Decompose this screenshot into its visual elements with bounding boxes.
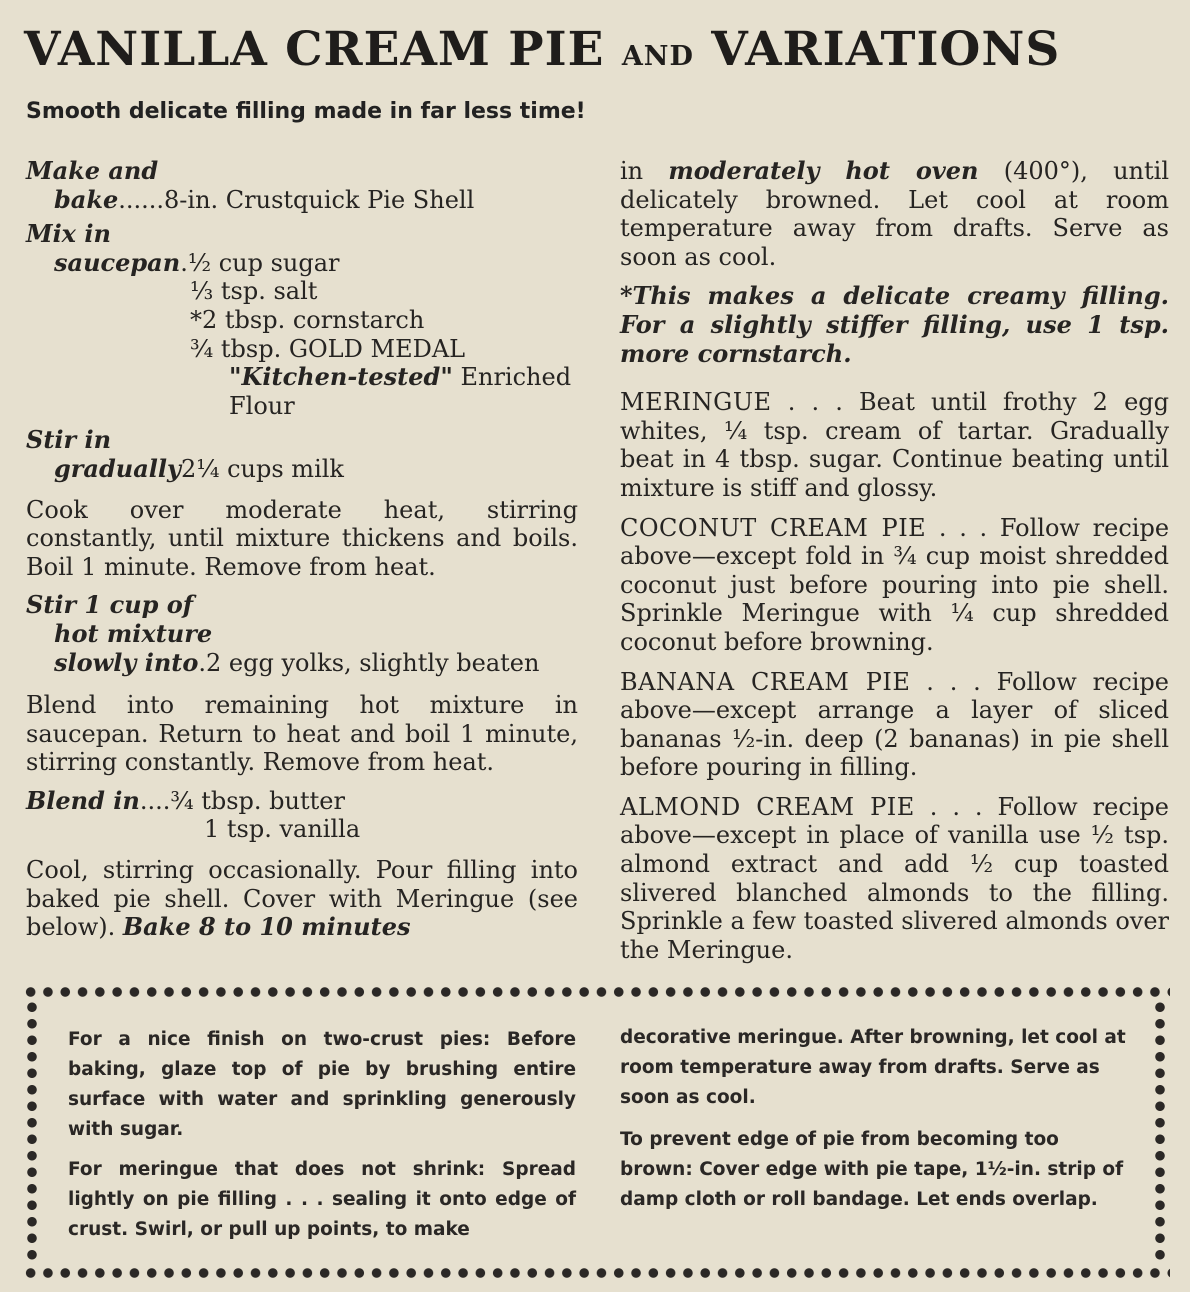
recipe-left-column	[26, 157, 578, 952]
step-label: Stir in	[26, 425, 112, 455]
variation-heading: ALMOND CREAM PIE	[620, 792, 915, 821]
recipe-right-column	[620, 157, 1169, 975]
variation-text: Follow recipe above—except fold in ¾ cup moist shredded coconut just before pouring into pie shell. Sprinkle Meringue with ¼ cup shredded coconut before browning.	[620, 513, 1170, 656]
cook-paragraph: Cook over moderate heat, stirring constantly, until mixture thickens and boils. Boil 1 minute. Remove from heat.	[26, 495, 578, 581]
dotted-border-top	[22, 985, 1170, 999]
cool-paragraph	[26, 856, 578, 942]
leader-dots: .	[180, 248, 188, 277]
variation-sep: . . .	[910, 667, 997, 696]
variation-meringue	[620, 388, 1169, 502]
variation-sep: . . .	[926, 513, 1000, 542]
ingredient: ½ cup sugar	[187, 248, 340, 277]
title-variations: VARIATIONS	[711, 22, 1061, 77]
variation-text: Follow recipe above—except arrange a layer of sliced bananas ½-in. deep (2 bananas) in pie shell before pouring in filling.	[620, 667, 1170, 782]
tips-left-column	[68, 1025, 576, 1255]
variation-sep: . . .	[914, 792, 998, 821]
dotted-border-left	[25, 999, 39, 1266]
step-mix-in	[26, 220, 578, 420]
ingredient: *2 tbsp. cornstarch	[190, 305, 425, 334]
variation-text: Follow recipe above—except in place of vanilla use ½ tsp. almond extract and add ½ cup toasted slivered blanched almonds to the filling. Sprinkle a few toasted slivered almonds over the Meringue.	[620, 792, 1170, 964]
variation-sep: . . .	[771, 388, 860, 417]
tip-text: Cover edge with pie tape, 1½-in. strip of damp cloth or roll bandage. Let ends overlap.	[620, 1159, 1124, 1210]
step-label: saucepan	[54, 247, 181, 277]
ingredient: 1 tsp. vanilla	[204, 815, 361, 844]
step-label: slowly into	[54, 647, 199, 677]
step-label: bake	[54, 184, 119, 214]
variation-heading: COCONUT CREAM PIE	[620, 513, 927, 542]
variation-banana	[620, 668, 1169, 782]
step-item: 2¼ cups milk	[180, 454, 344, 483]
blend-paragraph: Blend into remaining hot mixture in saucepan. Return to heat and boil 1 minute, stirring constantly. Remove from heat.	[26, 691, 578, 777]
oven-temp-label: moderately hot oven	[668, 156, 979, 185]
step-item: 2 egg yolks, slightly beaten	[206, 648, 540, 677]
ingredient: Flour	[229, 391, 295, 420]
cornstarch-note: *This makes a delicate creamy filling. For a slightly stiffer filling, use 1 tsp. more cornstarch.	[620, 281, 1169, 368]
ingredient-italic: "Kitchen-tested"	[229, 362, 453, 392]
tip-edge	[620, 1125, 1130, 1215]
tip-two-crust	[68, 1025, 576, 1145]
bake-time: Bake 8 to 10 minutes	[122, 912, 411, 942]
ingredient: ¾ tbsp. butter	[170, 786, 345, 815]
cool-text: Cool, stirring occasionally. Pour filling into baked pie shell. Cover with Meringue (see below).	[26, 856, 578, 942]
ingredient: ¾ tbsp. GOLD MEDAL	[190, 334, 466, 363]
tip-lead: For meringue that does not shrink:	[68, 1159, 486, 1180]
variation-heading: MERINGUE	[620, 388, 772, 417]
leader-dots: .	[198, 648, 207, 677]
step-label: Stir 1 cup of	[26, 590, 194, 620]
variation-coconut	[620, 514, 1169, 657]
step-label: hot mixture	[54, 618, 213, 648]
title-and: AND	[621, 41, 694, 72]
step-label: Make and	[26, 156, 159, 185]
step-label: Blend in	[26, 785, 140, 815]
subtitle: Smooth delicate filling made in far less time!	[26, 99, 586, 124]
step-label: Mix in	[26, 219, 111, 249]
step-label: gradually	[54, 453, 181, 483]
step-blend-in	[26, 787, 578, 844]
dotted-border-bottom	[22, 1266, 1170, 1280]
tips-right-column	[620, 1023, 1130, 1225]
tip-lead: For a nice finish on two-crust pies:	[68, 1029, 491, 1050]
step-stir-in	[26, 426, 578, 483]
variation-almond	[620, 793, 1169, 965]
step-make-bake	[26, 157, 578, 214]
ingredient: ⅓ tsp. salt	[190, 277, 318, 306]
bake-continuation	[620, 157, 1169, 271]
variation-text: Beat until frothy 2 egg whites, ¼ tsp. cream of tartar. Gradually beat in 4 tbsp. sugar. Continue beating until mixture is stiff and glossy.	[620, 388, 1169, 502]
step-stir-hot	[26, 591, 578, 677]
page-title	[24, 20, 1174, 87]
title-main: VANILLA CREAM PIE	[24, 22, 605, 77]
dotted-border-right	[1153, 999, 1167, 1266]
cont-rest: (400°), until delicately browned. Let cool at room temperature away from drafts. Serve as soon as cool.	[620, 157, 1170, 271]
tip-text: Before baking, glaze top of pie by brushing entire surface with water and sprinkling generously with sugar.	[68, 1029, 576, 1140]
leader-dots: ......	[118, 185, 165, 214]
variation-heading: BANANA CREAM PIE	[620, 667, 911, 696]
tip-meringue-cont: decorative meringue. After browning, let cool at room temperature away from drafts. Serve as soon as cool.	[620, 1027, 1126, 1108]
cont-pre: in	[620, 157, 644, 185]
tips-box	[22, 985, 1170, 1280]
tip-meringue	[68, 1155, 576, 1245]
leader-dots: ....	[139, 786, 171, 815]
step-item: 8-in. Crustquick Pie Shell	[164, 185, 475, 214]
tip-text: Spread lightly on pie filling . . . sealing it onto edge of crust. Swirl, or pull up points, to make	[68, 1159, 576, 1240]
tip-lead: To prevent edge of pie from becoming too brown:	[620, 1129, 1059, 1180]
ingredient: Enriched	[460, 363, 572, 392]
